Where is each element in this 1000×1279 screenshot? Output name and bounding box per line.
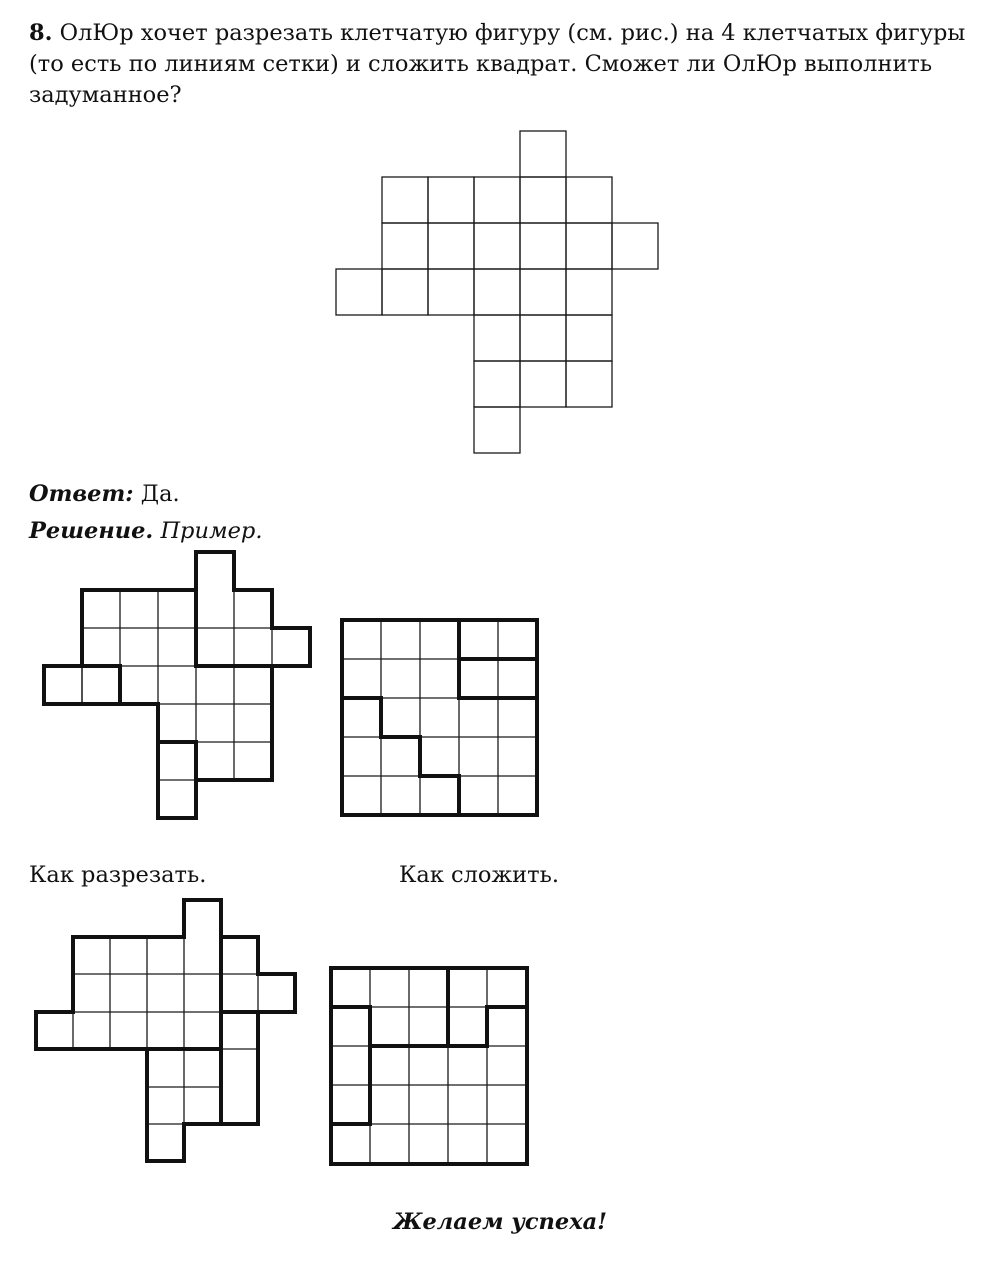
caption-how-to-fold: Как сложить. xyxy=(399,862,560,888)
cut-figure xyxy=(36,900,298,1162)
answer-value: Да. xyxy=(140,481,180,507)
solution-label: Решение. xyxy=(29,518,154,544)
solution-text: Пример. xyxy=(160,518,263,544)
problem-number: 8. xyxy=(29,20,53,46)
answer-label: Ответ: xyxy=(29,481,134,507)
answer-line xyxy=(29,481,180,507)
closing-wish: Желаем успеха! xyxy=(392,1209,608,1235)
example-cut-figure xyxy=(44,552,310,818)
problem-text: ОлЮр хочет разрезать клетчатую фигуру (см. рис.) на 4 клетчатых фигуры (то есть по линиям сетки) и сложить квадрат. Сможет ли ОлЮр выполнить задуманное? xyxy=(29,20,966,108)
assembled-square-figure xyxy=(331,968,529,1166)
caption-how-to-cut: Как разрезать. xyxy=(29,862,207,888)
solution-line xyxy=(29,518,262,544)
problem-statement xyxy=(29,18,969,111)
example-square-figure xyxy=(342,620,538,816)
original-figure xyxy=(336,130,660,454)
